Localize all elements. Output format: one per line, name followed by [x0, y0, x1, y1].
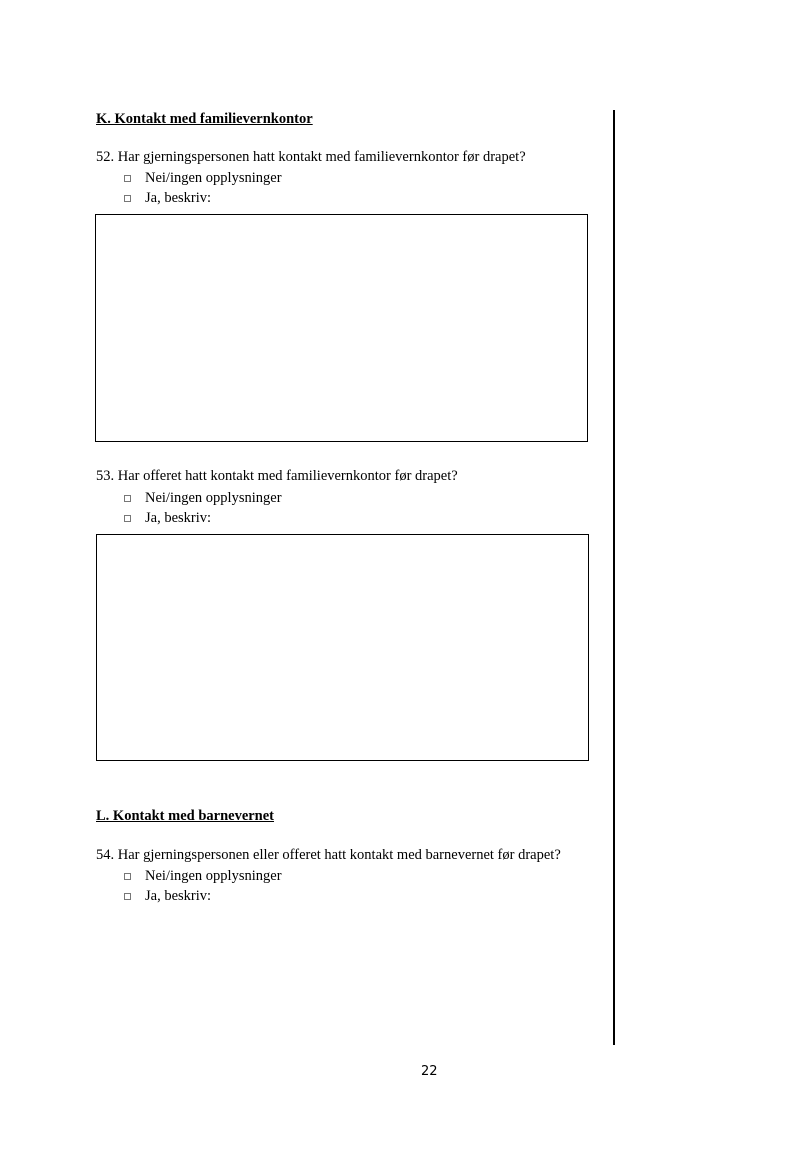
checkbox-q52-no[interactable]: [124, 175, 131, 182]
q54-option-no[interactable]: [124, 868, 282, 885]
q52-option-yes-label: Ja, beskriv:: [145, 190, 212, 206]
question-54: 54. Har gjerningspersonen eller offeret hatt kontakt med barnevernet før drapet?: [96, 847, 561, 863]
checkbox-q52-yes[interactable]: [124, 195, 131, 202]
section-l-heading: L. Kontakt med barnevernet: [96, 808, 275, 824]
checkbox-q54-yes[interactable]: [124, 893, 131, 900]
q53-option-yes-label: Ja, beskriv:: [145, 510, 212, 526]
q53-option-no-label: Nei/ingen opplysninger: [145, 490, 282, 506]
q54-option-no-label: Nei/ingen opplysninger: [145, 868, 282, 884]
q53-description-box[interactable]: [96, 534, 589, 761]
section-k-heading: K. Kontakt med familievernkontor: [96, 111, 313, 127]
question-52: 52. Har gjerningspersonen hatt kontakt med familievernkontor før drapet?: [96, 149, 526, 165]
q54-option-yes-label: Ja, beskriv:: [145, 888, 212, 904]
margin-rule: [613, 110, 615, 1045]
q53-option-yes[interactable]: [124, 510, 211, 527]
question-53: 53. Har offeret hatt kontakt med familievernkontor før drapet?: [96, 468, 458, 484]
q54-option-yes[interactable]: [124, 888, 211, 905]
q53-option-no[interactable]: [124, 490, 282, 507]
q52-option-yes[interactable]: [124, 190, 211, 207]
checkbox-q53-no[interactable]: [124, 495, 131, 502]
q52-option-no-label: Nei/ingen opplysninger: [145, 170, 282, 186]
q52-option-no[interactable]: [124, 170, 282, 187]
q52-description-box[interactable]: [95, 214, 588, 442]
checkbox-q54-no[interactable]: [124, 873, 131, 880]
checkbox-q53-yes[interactable]: [124, 515, 131, 522]
page-number: 22: [421, 1064, 438, 1079]
